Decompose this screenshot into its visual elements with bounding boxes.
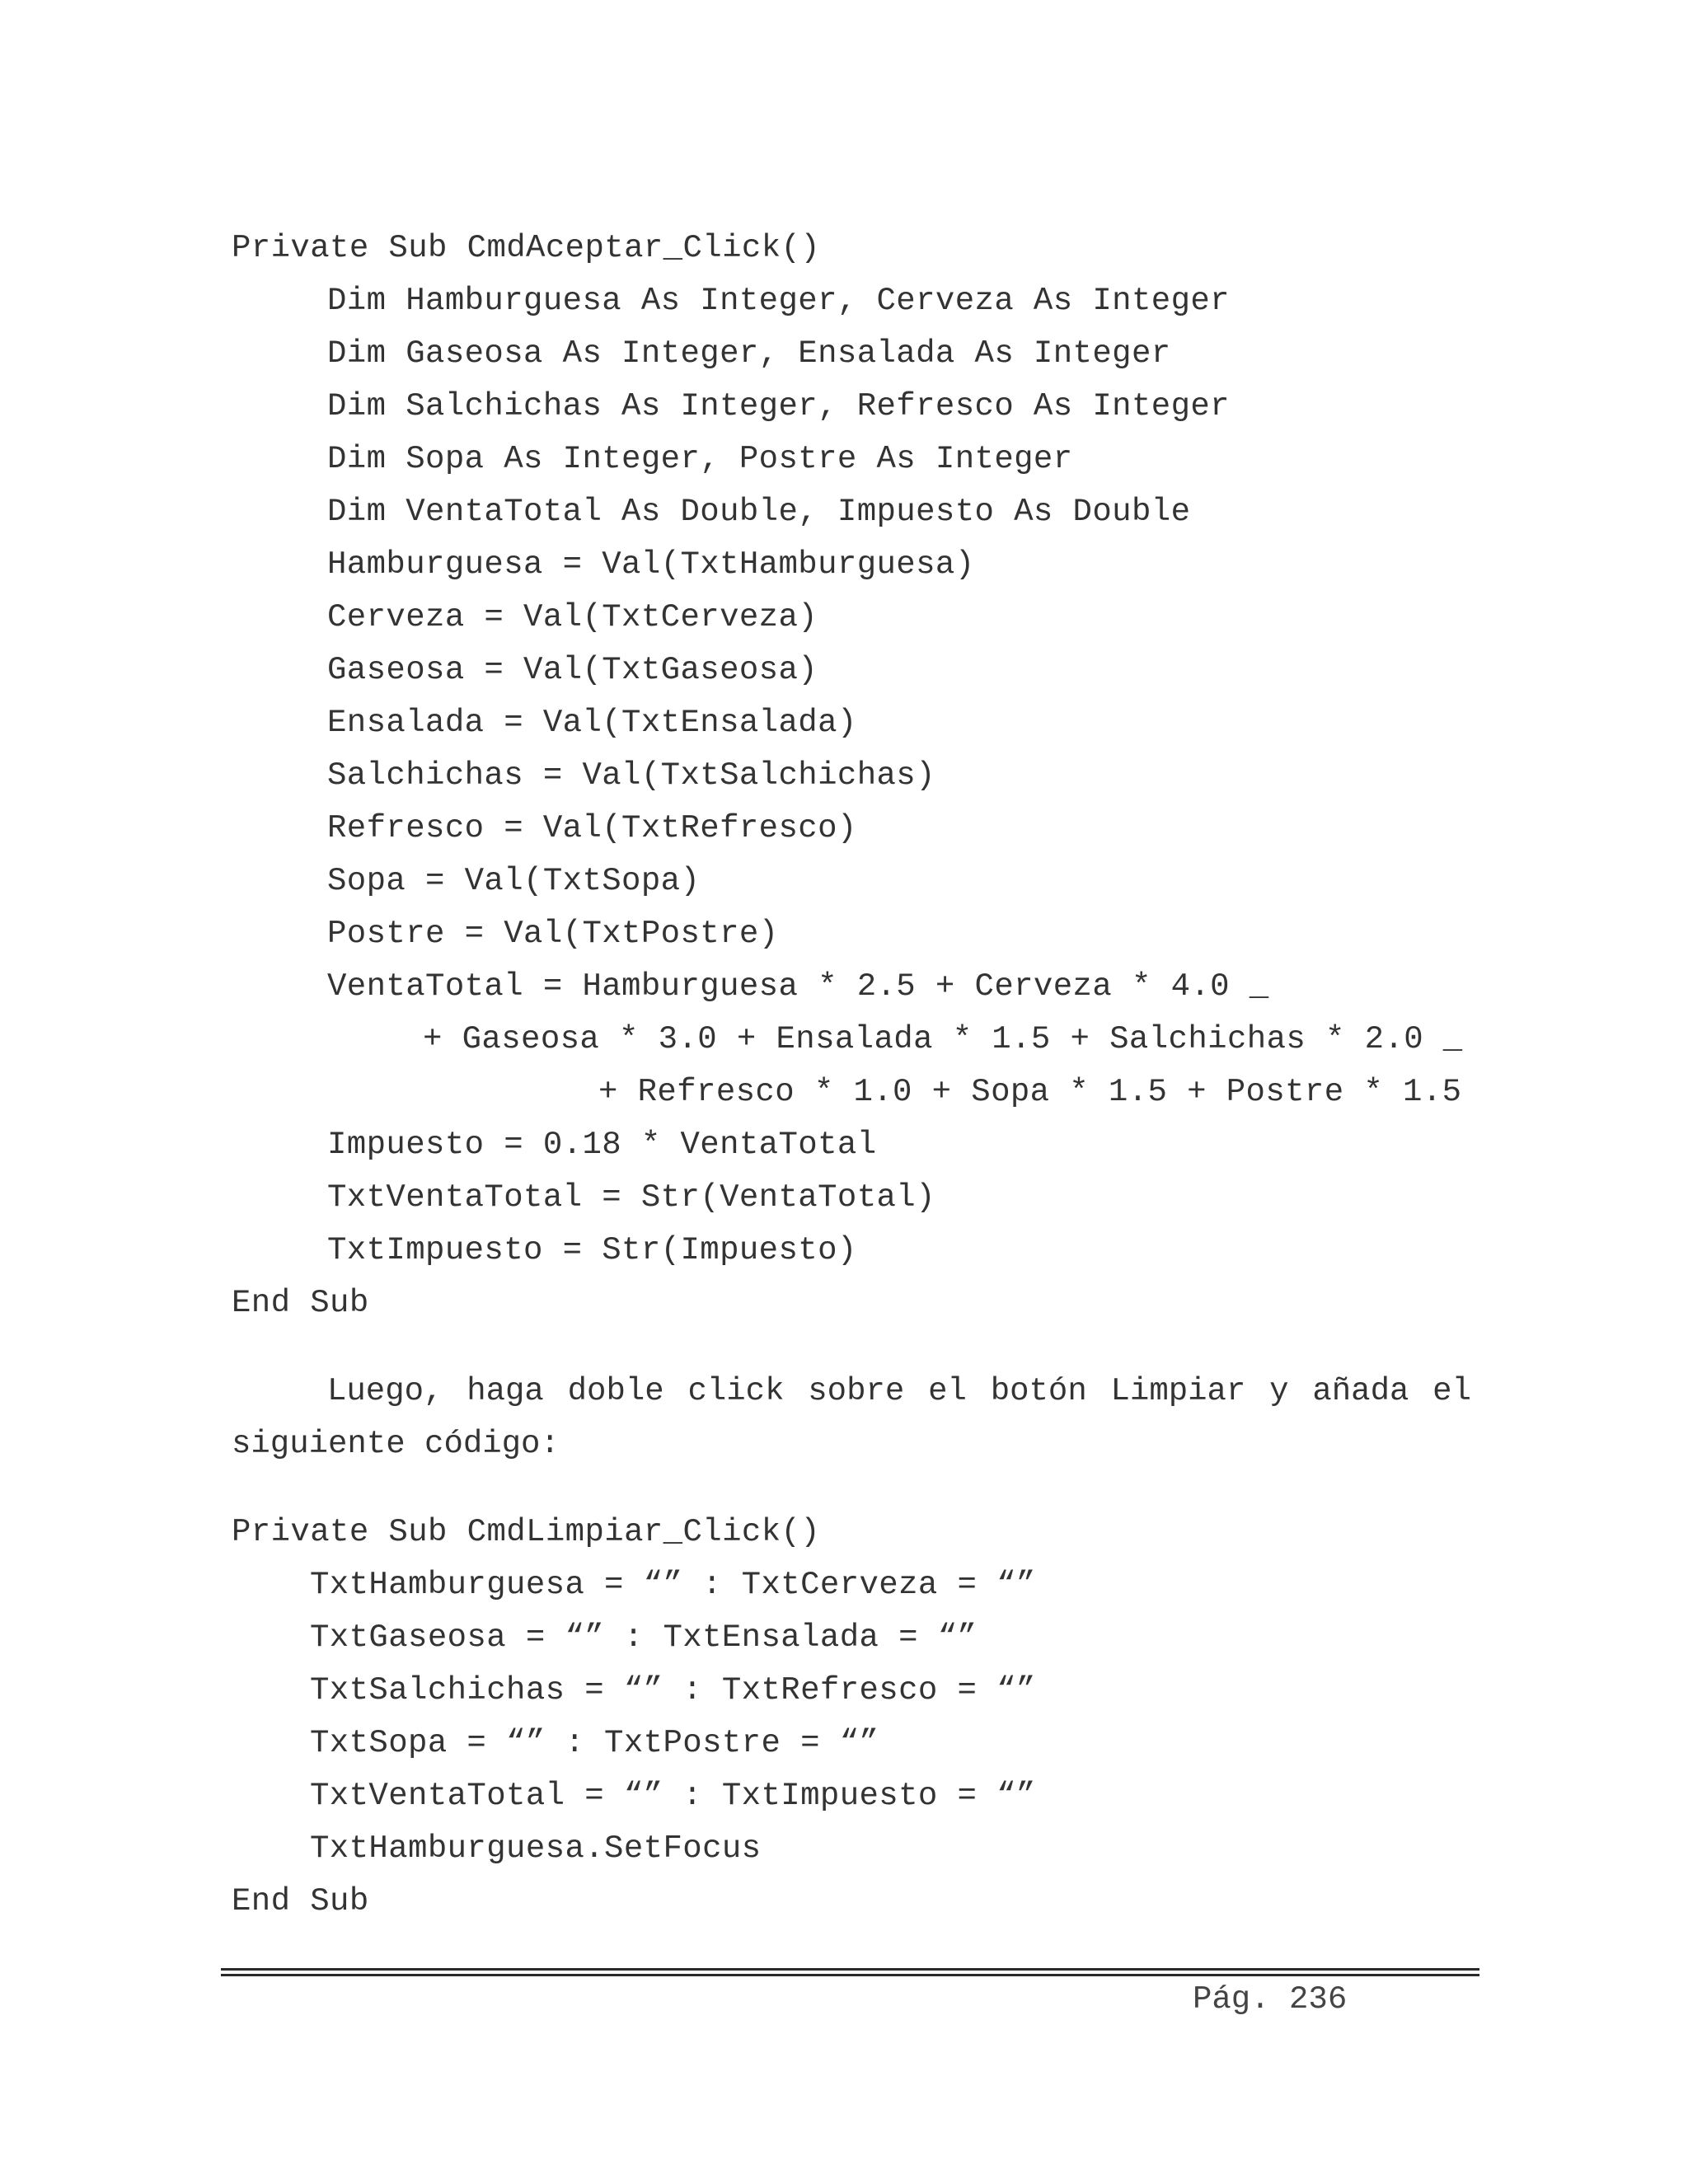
code-line: Ensalada = Val(TxtEnsalada) (327, 705, 857, 741)
code-line: TxtSalchichas = “” : TxtRefresco = “” (310, 1672, 1036, 1708)
code-line: Private Sub CmdAceptar_Click() (232, 230, 821, 266)
code-line: TxtGaseosa = “” : TxtEnsalada = “” (310, 1619, 978, 1656)
footer-rule-top (221, 1968, 1479, 1971)
code-line: VentaTotal = Hamburguesa * 2.5 + Cerveza * 4.0 _ (327, 968, 1269, 1005)
code-line: Private Sub CmdLimpiar_Click() (232, 1514, 821, 1550)
code-line: TxtHamburguesa = “” : TxtCerveza = “” (310, 1567, 1036, 1603)
paragraph-line: siguiente código: (232, 1426, 560, 1462)
code-line: End Sub (232, 1285, 369, 1321)
code-line: + Gaseosa * 3.0 + Ensalada * 1.5 + Salchichas * 2.0 _ (423, 1021, 1463, 1057)
code-line: + Refresco * 1.0 + Sopa * 1.5 + Postre * 1.5 (598, 1074, 1462, 1110)
code-line: Dim VentaTotal As Double, Impuesto As Double (327, 494, 1191, 530)
code-line: Cerveza = Val(TxtCerveza) (327, 599, 818, 635)
code-line: Postre = Val(TxtPostre) (327, 916, 779, 952)
paragraph-line: Luego, haga doble click sobre el botón Limpiar y añada el (327, 1373, 1471, 1409)
code-line: TxtHamburguesa.SetFocus (310, 1830, 762, 1867)
page-number: Pág. 236 (1193, 1981, 1348, 2018)
code-line: End Sub (232, 1883, 369, 1919)
code-line: TxtVentaTotal = “” : TxtImpuesto = “” (310, 1778, 1036, 1814)
code-line: Impuesto = 0.18 * VentaTotal (327, 1127, 877, 1163)
code-line: Sopa = Val(TxtSopa) (327, 863, 701, 899)
code-line: TxtVentaTotal = Str(VentaTotal) (327, 1179, 935, 1216)
footer-rule-bottom (221, 1974, 1479, 1976)
code-line: Dim Salchichas As Integer, Refresco As Integer (327, 388, 1230, 424)
code-line: TxtImpuesto = Str(Impuesto) (327, 1232, 857, 1268)
code-line: Dim Sopa As Integer, Postre As Integer (327, 441, 1073, 477)
code-line: Gaseosa = Val(TxtGaseosa) (327, 652, 818, 688)
code-line: Salchichas = Val(TxtSalchichas) (327, 757, 935, 794)
code-line: Refresco = Val(TxtRefresco) (327, 810, 857, 846)
code-line: Dim Hamburguesa As Integer, Cerveza As Integer (327, 283, 1230, 319)
code-line: Dim Gaseosa As Integer, Ensalada As Integer (327, 335, 1171, 372)
code-line: Hamburguesa = Val(TxtHamburguesa) (327, 546, 975, 583)
code-line: TxtSopa = “” : TxtPostre = “” (310, 1725, 879, 1761)
